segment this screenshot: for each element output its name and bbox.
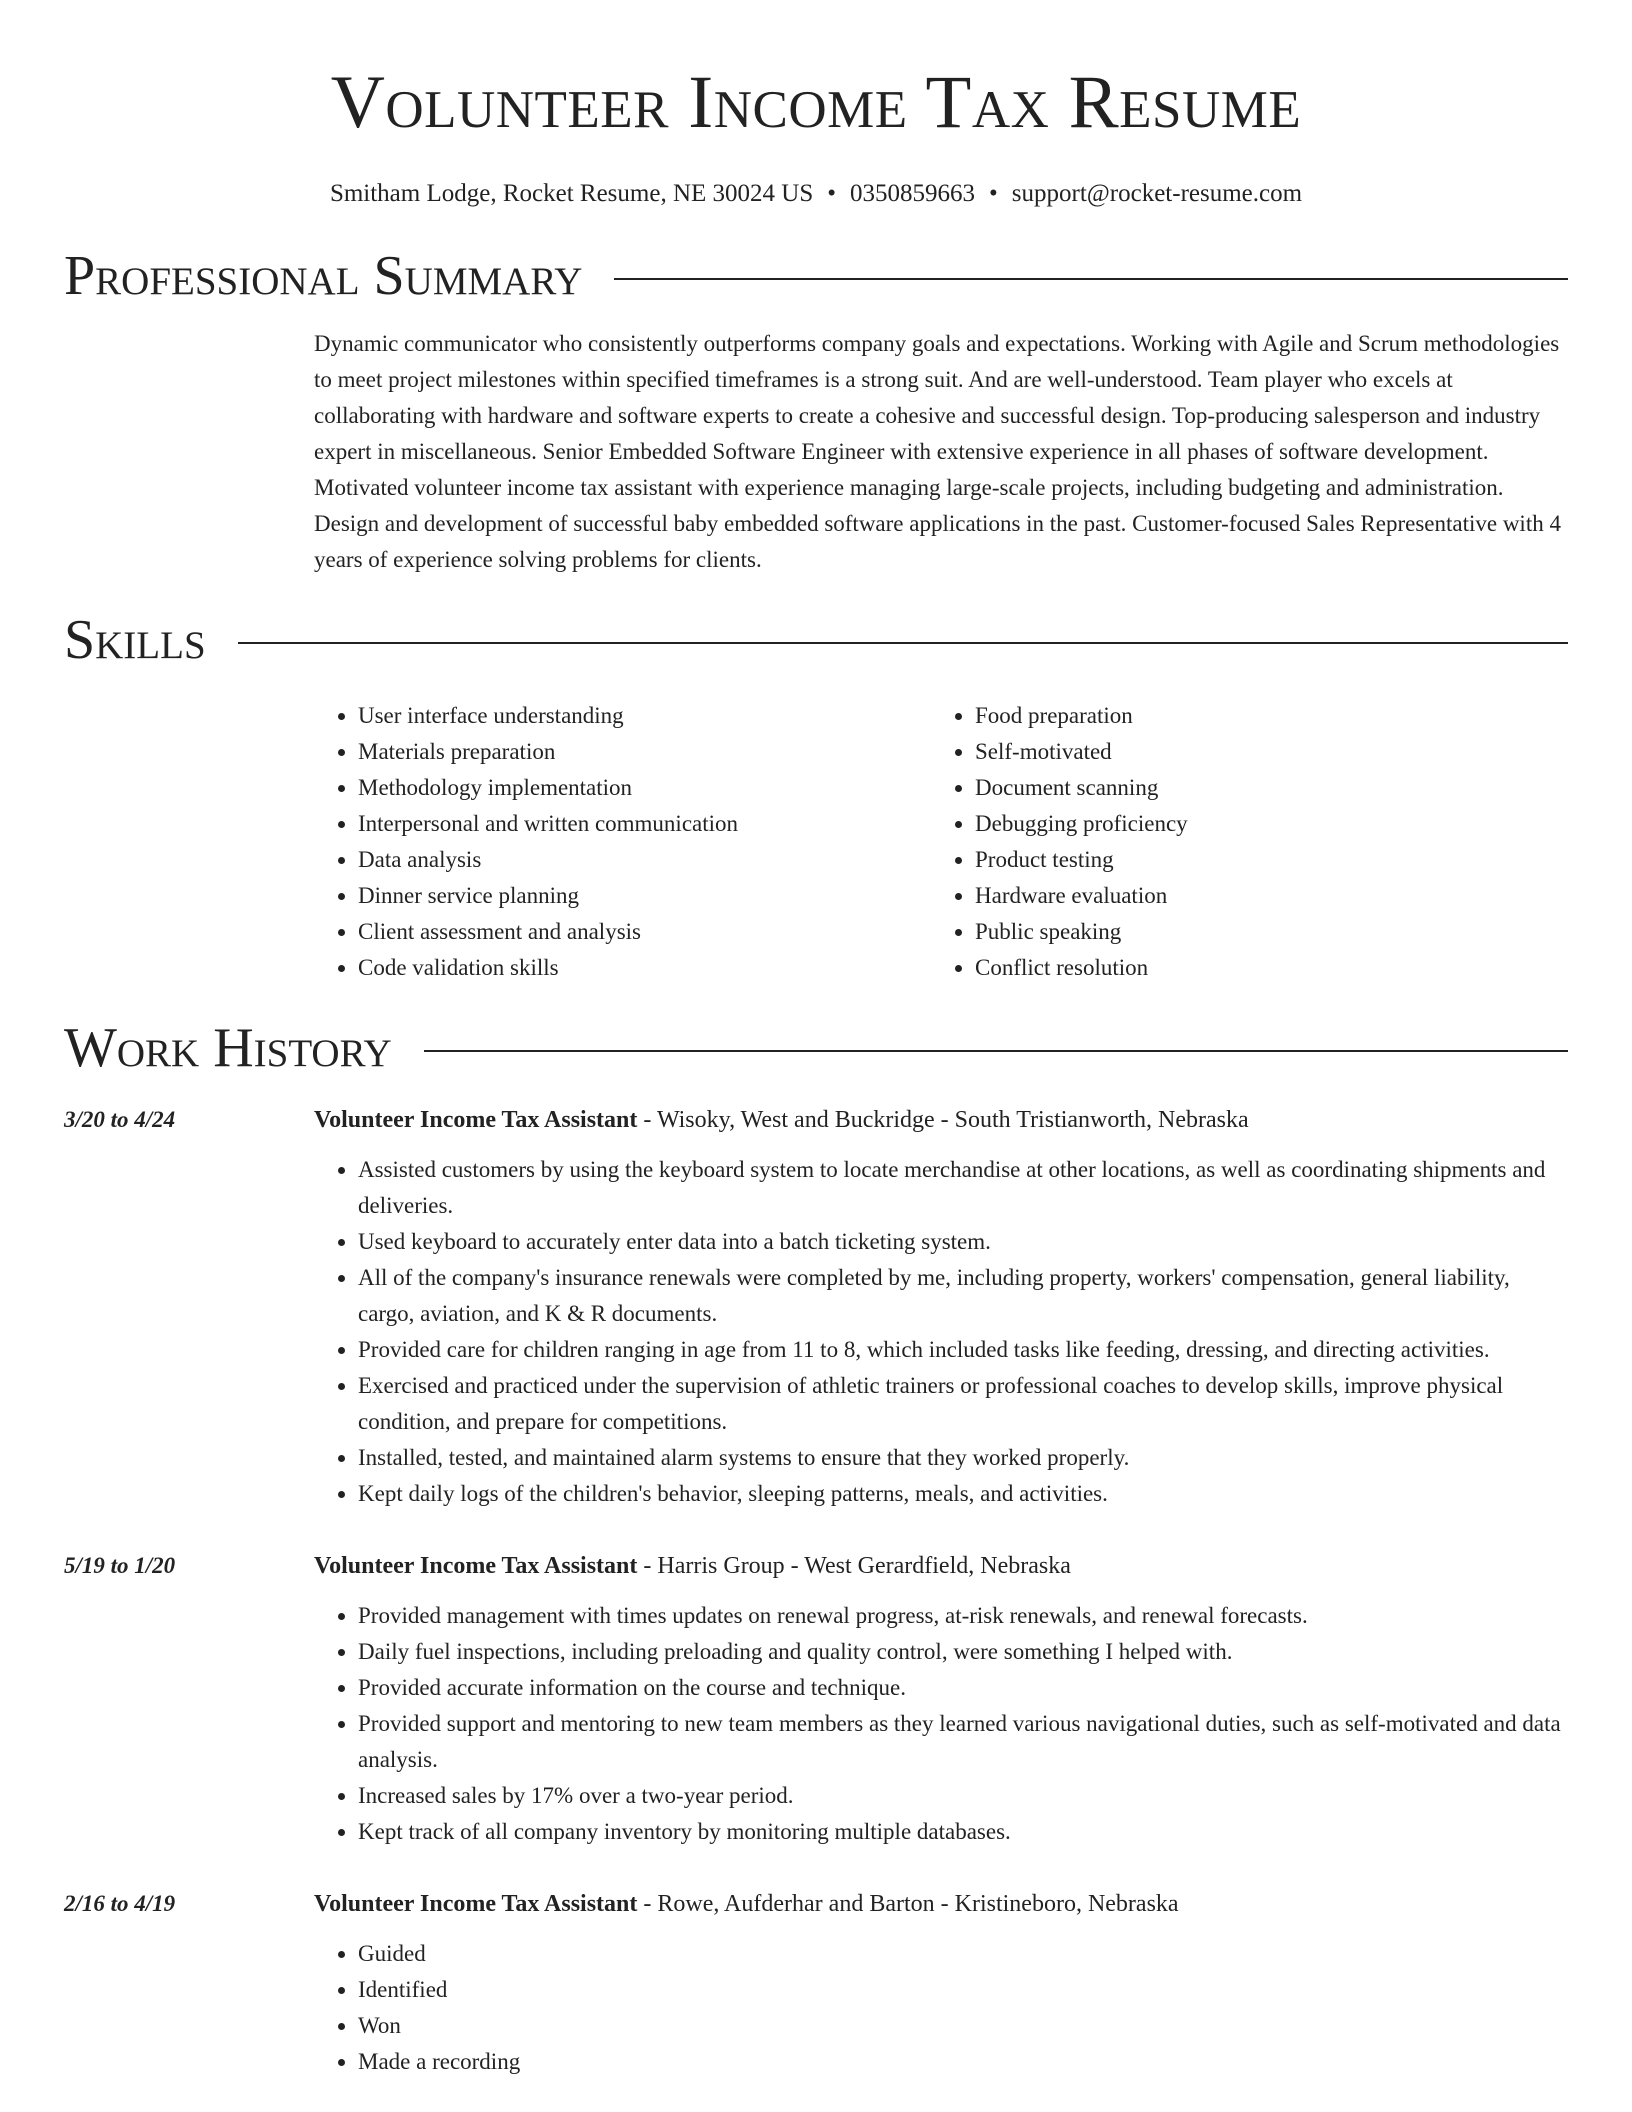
skill-item: • Self-motivated bbox=[975, 734, 1548, 770]
job-bullet: • Kept track of all company inventory by monitoring multiple databases. bbox=[358, 1814, 1568, 1850]
skill-item: • Conflict resolution bbox=[975, 950, 1548, 986]
job-entry bbox=[64, 1886, 1568, 2080]
job-bullet: • Provided care for children ranging in age from 11 to 8, which included tasks like feeding, dressing, and directing activities. bbox=[358, 1332, 1568, 1368]
job-entry bbox=[64, 1102, 1568, 1512]
skills-column-right bbox=[931, 698, 1548, 986]
job-bullet: • Kept daily logs of the children's behavior, sleeping patterns, meals, and activities. bbox=[358, 1476, 1568, 1512]
job-title: Volunteer Income Tax Assistant bbox=[314, 1891, 638, 1917]
skills-heading: Skills bbox=[64, 609, 206, 671]
job-bullets bbox=[314, 1598, 1568, 1850]
job-title: Volunteer Income Tax Assistant bbox=[314, 1107, 638, 1133]
skill-item: • Document scanning bbox=[975, 770, 1548, 806]
work-heading: Work History bbox=[64, 1017, 392, 1079]
job-bullets bbox=[314, 1936, 1568, 2080]
skill-item: • Hardware evaluation bbox=[975, 878, 1548, 914]
summary-section-header bbox=[64, 244, 1568, 308]
skill-item: • Methodology implementation bbox=[358, 770, 931, 806]
job-bullet: • Exercised and practiced under the supervision of athletic trainers or professional coaches to develop skills, improve physical condition, and prepare for competitions. bbox=[358, 1368, 1568, 1440]
contact-line bbox=[64, 178, 1568, 210]
contact-email: support@rocket-resume.com bbox=[1011, 180, 1303, 207]
job-dates: 3/20 to 4/24 bbox=[64, 1107, 176, 1132]
section-divider bbox=[238, 642, 1568, 644]
job-bullet: • Identified bbox=[358, 1972, 1568, 2008]
skills-section-header bbox=[64, 608, 1568, 672]
skills-list bbox=[314, 698, 1568, 986]
job-bullet: • Provided accurate information on the course and technique. bbox=[358, 1670, 1568, 1706]
job-bullet: • All of the company's insurance renewals were completed by me, including property, workers' compensation, general liability, cargo, aviation, and K & R documents. bbox=[358, 1260, 1568, 1332]
job-bullet: • Provided support and mentoring to new team members as they learned various navigational duties, such as self-motivated and data analysis. bbox=[358, 1706, 1568, 1778]
job-bullet: • Used keyboard to accurately enter data into a batch ticketing system. bbox=[358, 1224, 1568, 1260]
job-bullets bbox=[314, 1152, 1568, 1512]
job-heading bbox=[314, 1548, 1568, 1584]
job-bullet: • Installed, tested, and maintained alarm systems to ensure that they worked properly. bbox=[358, 1440, 1568, 1476]
job-bullet: • Won bbox=[358, 2008, 1568, 2044]
job-details bbox=[314, 1548, 1568, 1850]
skill-item: • Debugging proficiency bbox=[975, 806, 1548, 842]
skill-item: • Code validation skills bbox=[358, 950, 931, 986]
job-employer: - Wisoky, West and Buckridge - South Tristianworth, Nebraska bbox=[637, 1107, 1249, 1133]
contact-separator: • bbox=[989, 180, 998, 207]
job-title: Volunteer Income Tax Assistant bbox=[314, 1553, 638, 1579]
job-heading bbox=[314, 1102, 1568, 1138]
section-divider bbox=[614, 278, 1568, 280]
skill-item: • Public speaking bbox=[975, 914, 1548, 950]
section-divider bbox=[424, 1050, 1568, 1052]
skills-column-left bbox=[314, 698, 931, 986]
skill-item: • User interface understanding bbox=[358, 698, 931, 734]
skill-item: • Client assessment and analysis bbox=[358, 914, 931, 950]
summary-heading: Professional Summary bbox=[64, 245, 583, 307]
job-bullet: • Daily fuel inspections, including preloading and quality control, were something I helped with. bbox=[358, 1634, 1568, 1670]
resume-title: Volunteer Income Tax Resume bbox=[330, 61, 1302, 144]
job-dates: 5/19 to 1/20 bbox=[64, 1553, 176, 1578]
work-section-header bbox=[64, 1016, 1568, 1080]
job-bullet: • Guided bbox=[358, 1936, 1568, 1972]
contact-phone: 0350859663 bbox=[850, 180, 975, 207]
skill-item: • Interpersonal and written communication bbox=[358, 806, 931, 842]
job-bullet: • Assisted customers by using the keyboard system to locate merchandise at other locations, as well as coordinating shipments and deliveries. bbox=[358, 1152, 1568, 1224]
job-bullet: • Increased sales by 17% over a two-year period. bbox=[358, 1778, 1568, 1814]
job-details bbox=[314, 1886, 1568, 2080]
skill-item: • Materials preparation bbox=[358, 734, 931, 770]
skill-item: • Product testing bbox=[975, 842, 1548, 878]
job-bullet: • Made a recording bbox=[358, 2044, 1568, 2080]
skill-item: • Food preparation bbox=[975, 698, 1548, 734]
summary-text: Dynamic communicator who consistently outperforms company goals and expectations. Working with Agile and Scrum methodologies to meet project milestones within specified timeframes is a strong suit. And are well-understood. Team player who excels at collaborating with hardware and software experts to create a cohesive and successful design. Top-producing salesperson and industry expert in miscellaneous. Senior Embedded Software Engineer with extensive experience in all phases of software development. Motivated volunteer income tax assistant with experience managing large-scale projects, including budgeting and administration. Design and development of successful baby embedded software applications in the past. Customer-focused Sales Representative with 4 years of experience solving problems for clients. bbox=[314, 331, 1561, 572]
skill-item: • Dinner service planning bbox=[358, 878, 931, 914]
contact-separator: • bbox=[827, 180, 836, 207]
job-dates: 2/16 to 4/19 bbox=[64, 1891, 176, 1916]
job-employer: - Rowe, Aufderhar and Barton - Kristineboro, Nebraska bbox=[637, 1891, 1179, 1917]
job-details bbox=[314, 1102, 1568, 1512]
job-employer: - Harris Group - West Gerardfield, Nebraska bbox=[637, 1553, 1071, 1579]
job-heading bbox=[314, 1886, 1568, 1922]
job-entry bbox=[64, 1548, 1568, 1850]
job-bullet: • Provided management with times updates on renewal progress, at-risk renewals, and renewal forecasts. bbox=[358, 1598, 1568, 1634]
contact-address: Smitham Lodge, Rocket Resume, NE 30024 US bbox=[329, 180, 814, 207]
skill-item: • Data analysis bbox=[358, 842, 931, 878]
